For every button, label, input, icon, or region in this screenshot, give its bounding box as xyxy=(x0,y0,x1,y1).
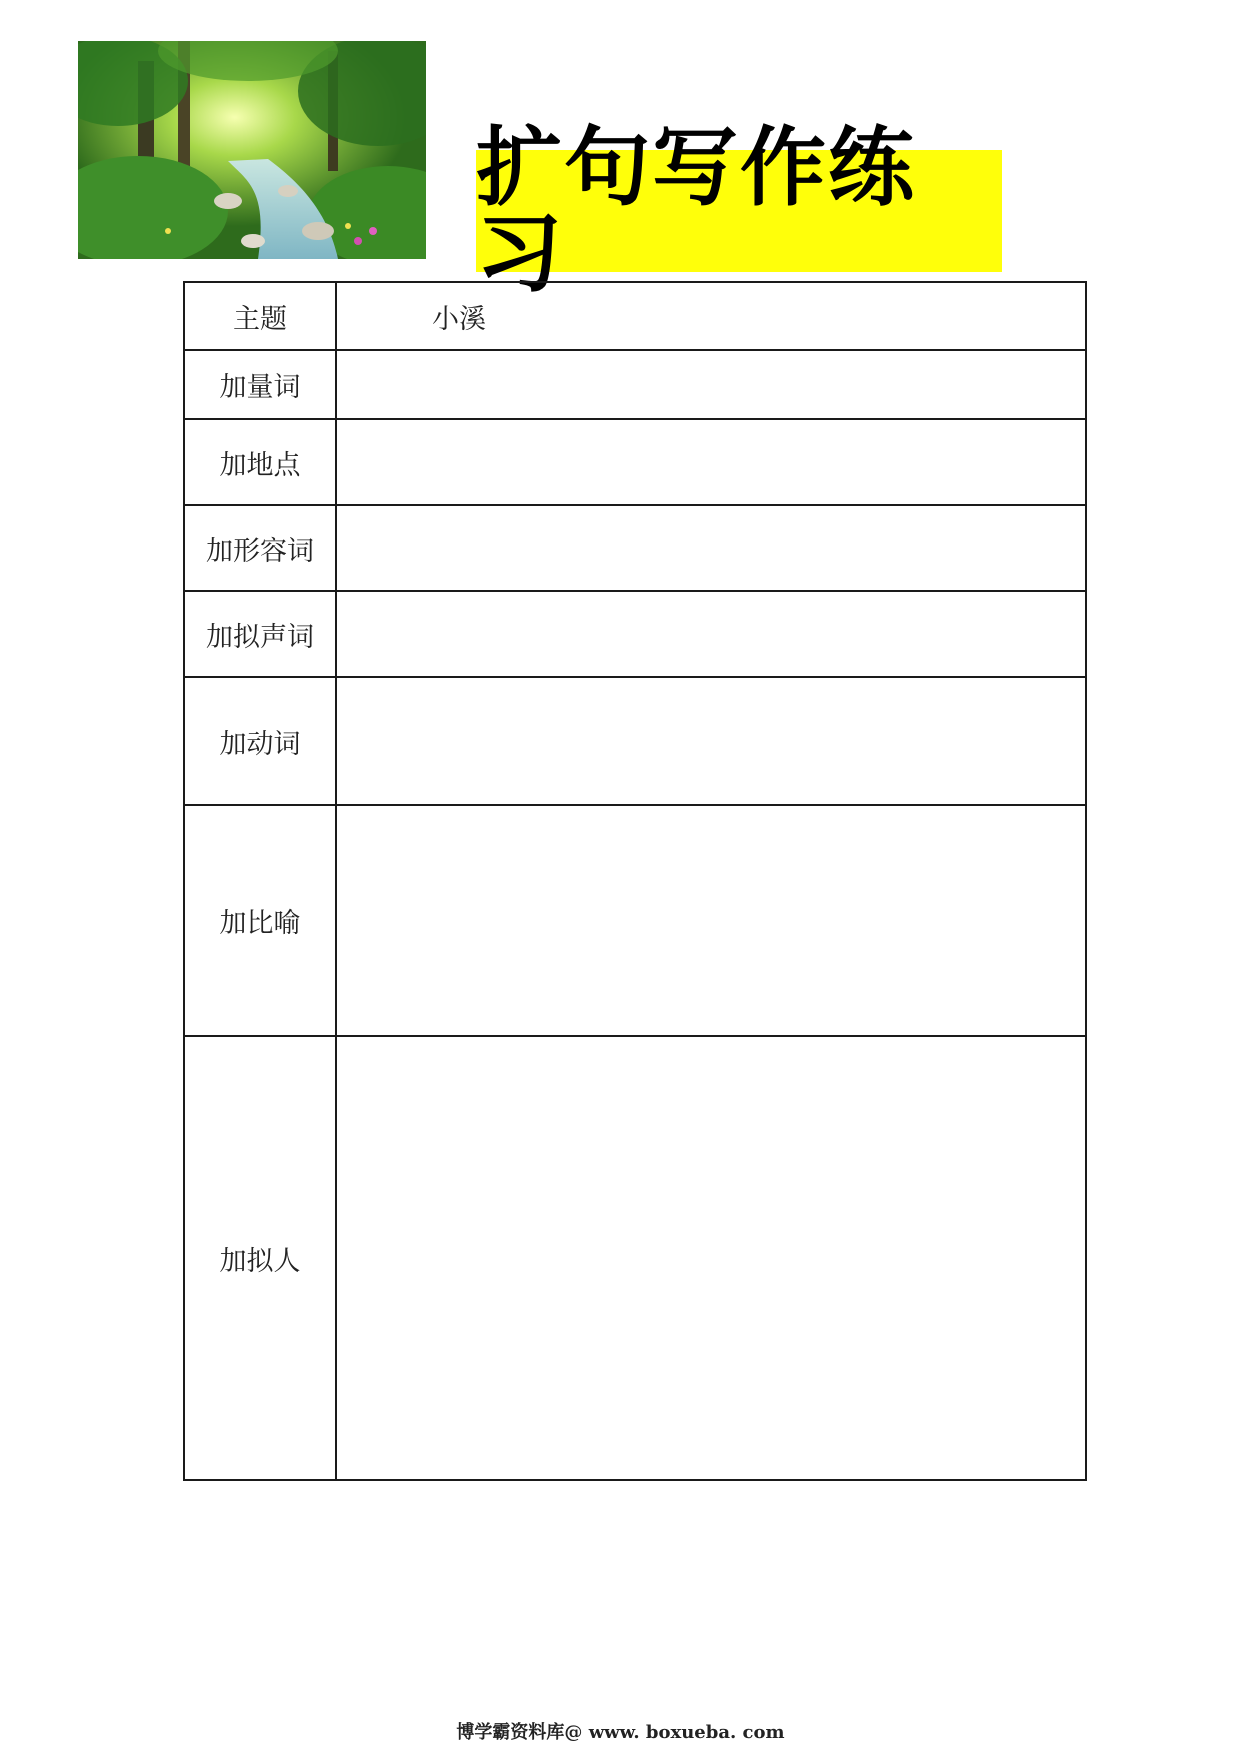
row-label: 加地点 xyxy=(184,419,336,505)
answer-cell[interactable] xyxy=(336,591,1086,677)
answer-cell[interactable] xyxy=(336,282,1086,350)
table-row xyxy=(184,419,1086,505)
answer-cell[interactable] xyxy=(336,350,1086,419)
row-label: 加量词 xyxy=(184,350,336,419)
row-label: 主题 xyxy=(184,282,336,350)
answer-cell[interactable] xyxy=(336,505,1086,591)
row-label: 加拟人 xyxy=(184,1036,336,1480)
forest-stream-image xyxy=(78,41,426,259)
answer-cell[interactable] xyxy=(336,419,1086,505)
answer-cell[interactable] xyxy=(336,805,1086,1036)
table-row xyxy=(184,677,1086,805)
expansion-table xyxy=(183,281,1087,1481)
table-row xyxy=(184,505,1086,591)
row-label: 加拟声词 xyxy=(184,591,336,677)
table-row xyxy=(184,805,1086,1036)
row-label: 加动词 xyxy=(184,677,336,805)
footer-source: 博学霸资料库@ www. boxueba. com xyxy=(456,1722,785,1743)
table-row xyxy=(184,282,1086,350)
table-row xyxy=(184,591,1086,677)
table-row xyxy=(184,350,1086,419)
answer-cell[interactable] xyxy=(336,1036,1086,1480)
answer-cell[interactable] xyxy=(336,677,1086,805)
topic-value: 小溪 xyxy=(432,303,486,335)
forest-stream-icon xyxy=(78,41,426,259)
row-label: 加比喻 xyxy=(184,805,336,1036)
table-row xyxy=(184,1036,1086,1480)
title-highlight xyxy=(476,118,1002,304)
row-label: 加形容词 xyxy=(184,505,336,591)
page-title: 扩句写作练习 xyxy=(476,118,916,304)
